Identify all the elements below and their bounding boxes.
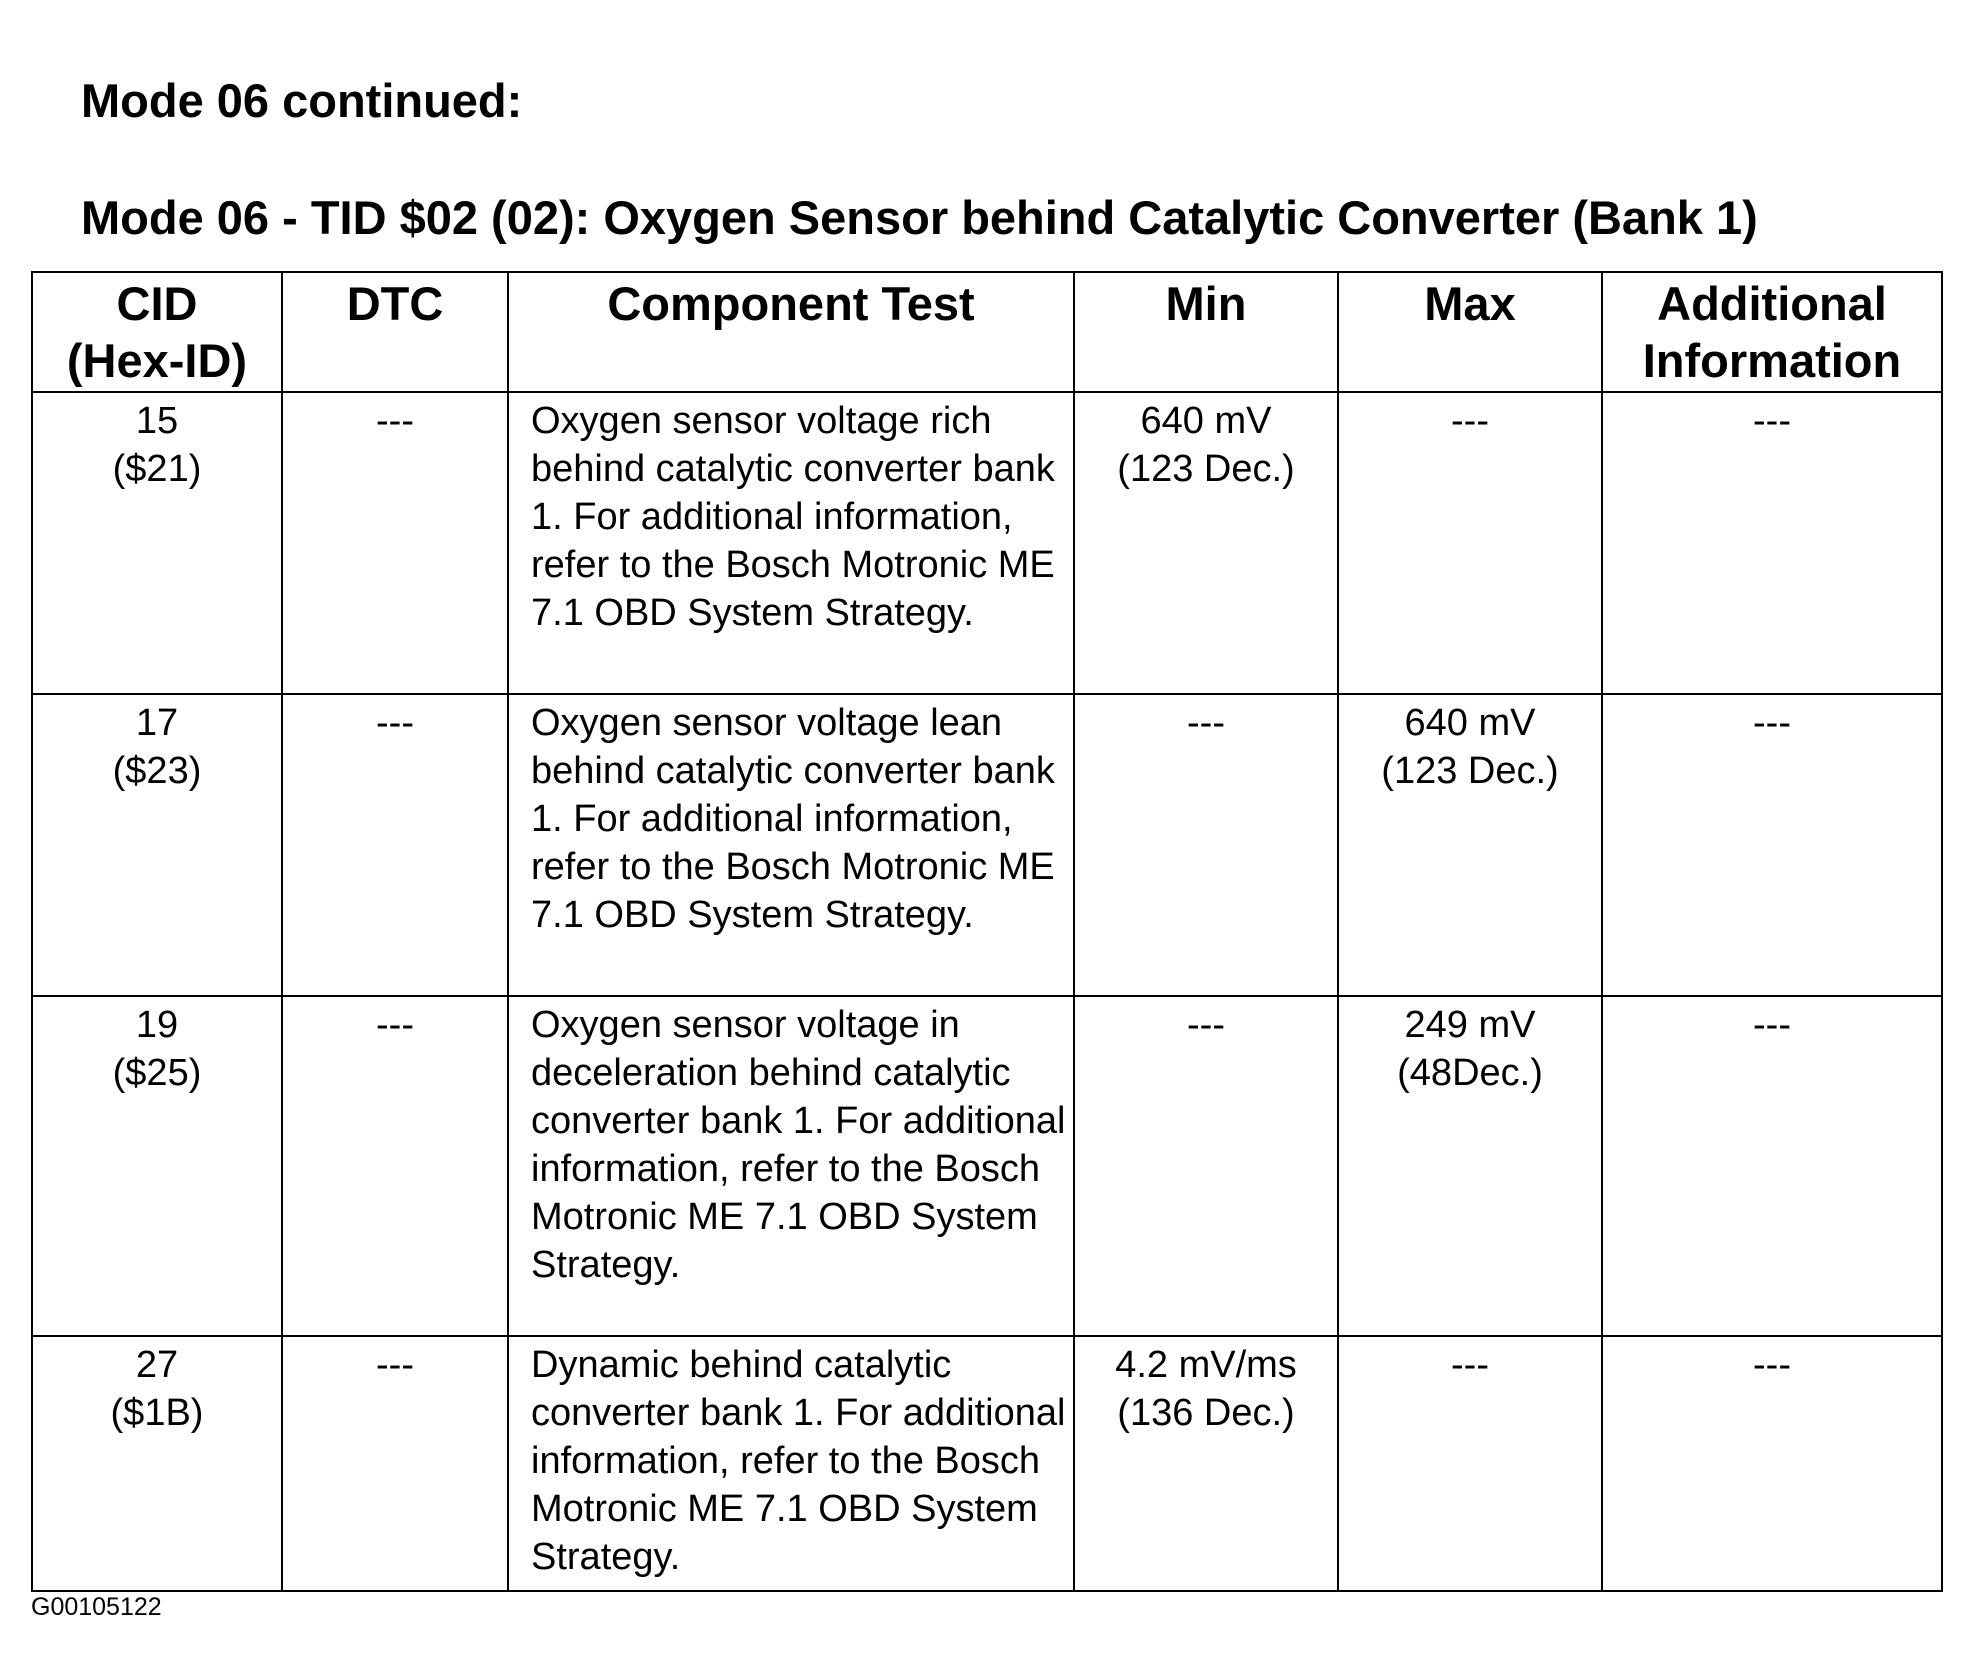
cell-dtc: --- — [282, 392, 508, 694]
cell-cid — [32, 996, 282, 1336]
cell-additional: --- — [1602, 392, 1942, 694]
min-value: 640 mV — [1140, 400, 1272, 442]
figure-id: G00105122 — [31, 1593, 162, 1621]
cell-additional: --- — [1602, 996, 1942, 1336]
cid-value: 27 — [135, 1344, 179, 1386]
continued-heading: Mode 06 continued: — [81, 74, 523, 127]
mode06-test-table — [31, 271, 1943, 1592]
cell-max — [1338, 996, 1602, 1336]
cid-value: 17 — [135, 702, 179, 744]
cell-cid — [32, 694, 282, 996]
cell-dtc: --- — [282, 1336, 508, 1591]
table-row — [32, 1336, 1942, 1591]
header-component-test: Component Test — [508, 272, 1074, 392]
max-value: 249 mV — [1404, 1004, 1536, 1046]
min-value: --- — [1187, 1004, 1225, 1046]
max-value: --- — [1451, 400, 1489, 442]
cell-cid — [32, 1336, 282, 1591]
header-max: Max — [1338, 272, 1602, 392]
cell-min — [1074, 392, 1338, 694]
header-cid-line1: CID — [116, 277, 198, 330]
cell-additional: --- — [1602, 1336, 1942, 1591]
min-decimal: (123 Dec.) — [1117, 448, 1295, 490]
cell-max — [1338, 392, 1602, 694]
header-cid — [32, 272, 282, 392]
cell-additional: --- — [1602, 694, 1942, 996]
header-dtc: DTC — [282, 272, 508, 392]
cell-component-test: Oxygen sensor voltage rich behind catalytic converter bank 1. For additional information, refer to the Bosch Motronic ME 7.1 OBD System Strategy. — [508, 392, 1074, 694]
cid-value: 19 — [135, 1004, 179, 1046]
header-cid-line2: (Hex-ID) — [66, 334, 248, 387]
cell-component-test: Oxygen sensor voltage lean behind catalytic converter bank 1. For additional information, refer to the Bosch Motronic ME 7.1 OBD System Strategy. — [508, 694, 1074, 996]
cell-max — [1338, 694, 1602, 996]
cell-component-test: Dynamic behind catalytic converter bank 1. For additional information, refer to the Bosch Motronic ME 7.1 OBD System Strategy. — [508, 1336, 1074, 1591]
max-value: --- — [1451, 1344, 1489, 1386]
page-title: Mode 06 - TID $02 (02): Oxygen Sensor behind Catalytic Converter (Bank 1) — [81, 191, 1758, 244]
cell-min — [1074, 996, 1338, 1336]
cid-hex: ($21) — [112, 448, 202, 490]
min-decimal: (136 Dec.) — [1117, 1392, 1295, 1434]
table-row — [32, 392, 1942, 694]
max-value: 640 mV — [1404, 702, 1536, 744]
cid-value: 15 — [135, 400, 179, 442]
table-row — [32, 694, 1942, 996]
max-decimal: (48Dec.) — [1397, 1052, 1543, 1094]
header-additional-line1: Additional — [1657, 277, 1887, 330]
header-additional-information — [1602, 272, 1942, 392]
cell-min — [1074, 694, 1338, 996]
header-row — [32, 272, 1942, 392]
cell-min — [1074, 1336, 1338, 1591]
cid-hex: ($25) — [112, 1052, 202, 1094]
table-row — [32, 996, 1942, 1336]
header-additional-line2: Information — [1642, 334, 1902, 387]
cell-cid — [32, 392, 282, 694]
min-value: 4.2 mV/ms — [1115, 1344, 1297, 1386]
cell-max — [1338, 1336, 1602, 1591]
max-decimal: (123 Dec.) — [1381, 750, 1559, 792]
cid-hex: ($1B) — [110, 1392, 204, 1434]
header-min: Min — [1074, 272, 1338, 392]
cell-component-test: Oxygen sensor voltage in deceleration behind catalytic converter bank 1. For additional information, refer to the Bosch Motronic ME 7.1 OBD System Strategy. — [508, 996, 1074, 1336]
cell-dtc: --- — [282, 996, 508, 1336]
min-value: --- — [1187, 702, 1225, 744]
cid-hex: ($23) — [112, 750, 202, 792]
cell-dtc: --- — [282, 694, 508, 996]
